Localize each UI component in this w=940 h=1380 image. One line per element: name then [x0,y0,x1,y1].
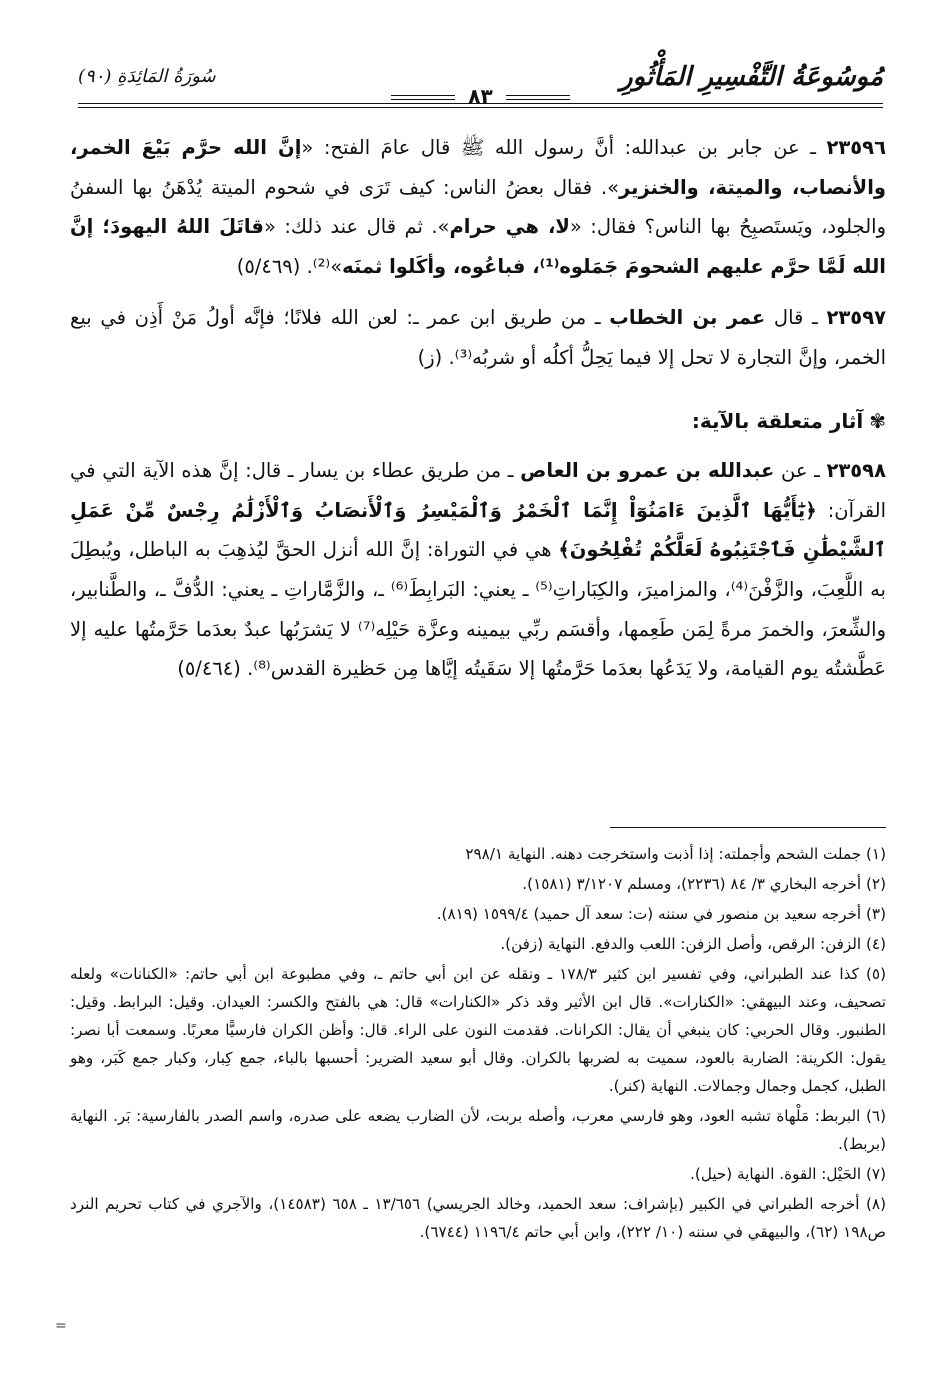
footnote-separator [610,827,886,828]
section-heading [70,402,886,442]
footnote-1: (١) جملت الشحم وأجملته: إذا أذبت واستخرجت دهنه. النهاية ٢٩٨/١ [465,845,886,863]
footnote-7: (٧) الحَيْل: القوة. النهاية (حيل). [690,1165,886,1183]
footnote-6: (٦) البربط: مَلْهاة تشبه العود، وهو فارسي معرب، وأصله بربت، لأن الضارب يضعه على صدره، واسم الصدر بالفارسية: بَر. النهاية (بربط). [70,1107,886,1153]
footnote-8: (٨) أخرجه الطبراني في الكبير (بإشراف: سعد الحميد، وخالد الجريسي) ١٣/٦٥٦ ـ ٦٥٨ (١٤٥٨٣)، والآجري في كتاب تحريم النرد ص١٩٨ (٦٢)، والبيهقي في سننه (١٠/ ٢٢٢)، وابن أبي حاتم ١١٩٦/٤ (٦٧٤٤). [70,1195,887,1241]
entry-number: ٢٣٥٩٦ [826,136,886,159]
hadith-text: قاتَلَ اللهُ اليهودَ؛ إنَّ الله لَمَّا حرَّم عليهم الشحومَ جَمَلوه⁽¹⁾، فباعُوه، وأكَلوا ثمنَه [70,215,886,278]
entry-text: ـ من طريق عطاء بن يسار ـ قال: إنَّ هذه الآية التي في القرآن: [70,459,886,522]
entry-text: ». ثم قال عند ذلك: « [263,215,450,239]
entry-23596 [70,128,886,286]
hadith-text: إنَّ الله حرَّم بَيْعَ الخمر، والأنصاب، والميتة، والخنزير [70,136,887,199]
entry-text: »⁽²⁾. (٥/٤٦٩) [236,254,343,278]
page-header [78,58,883,106]
narrator-name: عمر بن الخطاب [609,306,766,330]
entry-text: ـ عن جابر بن عبدالله: أنَّ رسول الله ﷺ قال عامَ الفتح: « [301,136,827,159]
header-rule [78,103,883,104]
surah-title: سُورَةُ المَائِدَةِ (٩٠) [78,66,216,87]
main-text [70,128,886,701]
book-title: مُوسُوعَةُ التَّفْسِيرِ المَأْثُورِ [620,62,883,92]
hadith-text: لا، هي حرام [449,215,570,239]
footnote-5: (٥) كذا عند الطبراني، وفي تفسير ابن كثير ١٧٨/٣ ـ ونقله عن ابن أبي حاتم ـ، وفي مطبوعة ابن أبي حاتم: «الكنانات» ولعله تصحيف، وعند البيهقي: «الكنارات». قال ابن الأثير وقد ذكر «الكنارات» قال: هي بالفتح والكسر: العيدان. وقيل: البرابط. وقيل: الطنبور. وقال الحربي: كان ينبغي أن يقال: الكرانات. فقدمت النون على الراء. قال: وأظن الكران فارسيًّا معربًا. وسمعت أبا نصر: يقول: الكرينة: الضاربة بالعود، سميت به لضربها بالكران. وقال أبو سعيد الضرير: أحسبها بالباء، جمع كِبار، وكبار جمع كَبَر، وهو الطبل، كجمل وجمال وجمالات. النهاية (كنر). [70,965,886,1095]
ornament-right [391,95,455,100]
entry-text: هي في التوراة: إنَّ الله أنزل الحقَّ ليُذهِبَ به الباطل، ويُبطِلَ به اللَّعِبَ، والزَّفْنَ⁽⁴⁾، والمزاميرَ، والكِبَاراتِ⁽⁵⁾ ـ يعني: البَرابِطَ⁽⁶⁾ ـ، والزَّمَّاراتِ ـ يعني: الدُّفَّ ـ، والطَّنابير، والشِّعرَ، والخمرَ مرةً لِمَن طَعِمها، وأقسَم ربِّي بيمينه وعزَّة حَيْلِه⁽⁷⁾ لا يَشرَبُها عبدٌ بعدَما حَرَّمتُها عليه إلا عَطَّشتُه يوم القيامة، ولا يَدَعُها بعدَما حَرَّمتُها إلا سَقَيتُه إيَّاها مِن حَظيرة القدس⁽⁸⁾. (٥/٤٦٤) [70,538,886,681]
ornament-left [506,95,570,100]
entry-text: ». فقال بعضُ الناس: كيف تَرَى في شحوم الميتة يُدْهَنُ بها السفنُ والجلود، ويَستَصبِحُ بها الناس؟ فقال: « [70,175,886,239]
entry-text: ـ قال [765,306,827,330]
entry-23597 [70,298,886,377]
narrator-name: عبدالله بن عمرو بن العاص [520,459,775,483]
page-number: ٨٣ [468,84,493,108]
page-number-row [78,84,883,108]
quran-verse: ﴿يَٰٓأَيُّهَا ٱلَّذِينَ ءَامَنُوٓاْ إِنَّمَا ٱلْخَمْرُ وَٱلْمَيْسِرُ وَٱلْأَنصَابُ وَٱلْأَزْلَٰمُ رِجْسٌ مِّنْ عَمَلِ ٱلشَّيْطَٰنِ فَٱجْتَنِبُوهُ لَعَلَّكُمْ تُفْلِحُونَ﴾ [70,498,886,562]
entry-text: ـ من طريق ابن عمر ـ: لعن الله فلانًا؛ فإنَّه أولُ مَنْ أَذِن في بيع الخمر، وإنَّ التجارة لا تحل إلا فيما يَحِلُّ أكلُه أو شربُه⁽³⁾. (ز) [70,306,886,369]
footnote-4: (٤) الزفن: الرقص، وأصل الزفن: اللعب والدفع. النهاية (زفن). [500,935,886,953]
entry-text: ـ عن [774,459,827,483]
header-rule-inner [78,107,883,108]
footnote-2: (٢) أخرجه البخاري ٣/ ٨٤ (٢٢٣٦)، ومسلم ٣/١٢٠٧ (١٥٨١). [522,875,886,893]
entry-number: ٢٣٥٩٨ [826,459,886,483]
entry-number: ٢٣٥٩٧ [826,306,886,330]
margin-mark: = [55,1318,67,1334]
entry-23598 [70,451,886,689]
footnote-3: (٣) أخرجه سعيد بن منصور في سننه (ت: سعد آل حميد) ١٥٩٩/٤ (٨١٩). [436,905,886,923]
footnotes [70,840,886,1248]
flower-ornament-icon: ✾ [869,408,886,433]
section-title: آثار متعلقة بالآية: [691,408,864,433]
